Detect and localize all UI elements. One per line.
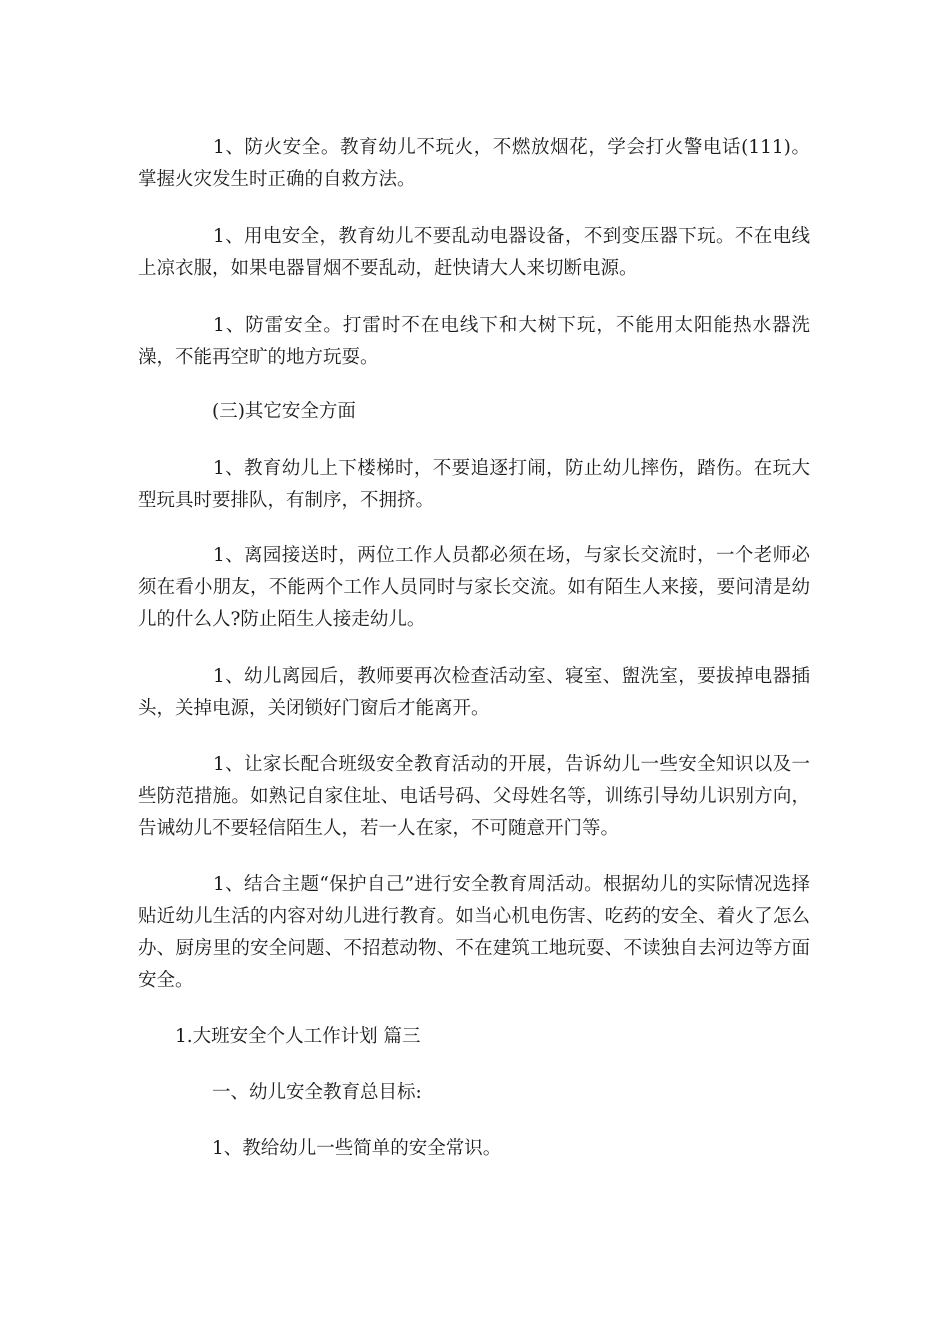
paragraph-teach-safety-knowledge: 1、教给幼儿一些简单的安全常识。 [212, 1138, 502, 1159]
section-heading-plan-part-three: 1.大班安全个人工作计划 篇三 [175, 1026, 421, 1047]
paragraph-stairs-safety: 1、教育幼儿上下楼梯时，不要追逐打闹，防止幼儿摔伤，踏伤。在玩大型玩具时要排队，有制序，不拥挤。 [138, 458, 810, 511]
paragraph-theme-activity: 1、结合主题“保护自己”进行安全教育周活动。根据幼儿的实际情况选择贴近幼儿生活的内容对幼儿进行教育。如当心机电伤害、吃药的安全、着火了怎么办、厨房里的安全问题、不招惹动物、不在建筑工地玩耍、不读独自去河边等方面安全。 [138, 874, 810, 991]
section-heading-overall-goal: 一、幼儿安全教育总目标: [212, 1082, 422, 1103]
paragraph-fire-safety: 1、防火安全。教育幼儿不玩火，不燃放烟花，学会打火警电话(111)。掌握火灾发生时正确的自救方法。 [138, 137, 810, 190]
section-heading-other-safety: (三)其它安全方面 [212, 401, 356, 422]
paragraph-electric-safety: 1、用电安全，教育幼儿不要乱动电器设备，不到变压器下玩。不在电线上凉衣服，如果电器冒烟不要乱动，赶快请大人来切断电源。 [138, 226, 810, 279]
paragraph-parent-cooperation: 1、让家长配合班级安全教育活动的开展，告诉幼儿一些安全知识以及一些防范措施。如熟记自家住址、电话号码、父母姓名等，训练引导幼儿识别方向，告诫幼儿不要轻信陌生人，若一人在家，不可随意开门等。 [138, 754, 810, 839]
paragraph-after-leaving-check: 1、幼儿离园后，教师要再次检查活动室、寝室、盥洗室，要拔掉电器插头，关掉电源，关闭锁好门窗后才能离开。 [138, 666, 810, 719]
paragraph-lightning-safety: 1、防雷安全。打雷时不在电线下和大树下玩，不能用太阳能热水器洗澡，不能再空旷的地方玩耍。 [138, 315, 810, 368]
paragraph-pickup-safety: 1、离园接送时，两位工作人员都必须在场，与家长交流时，一个老师必须在看小朋友，不能两个工作人员同时与家长交流。如有陌生人来接，要问清是幼儿的什么人?防止陌生人接走幼儿。 [138, 545, 810, 630]
